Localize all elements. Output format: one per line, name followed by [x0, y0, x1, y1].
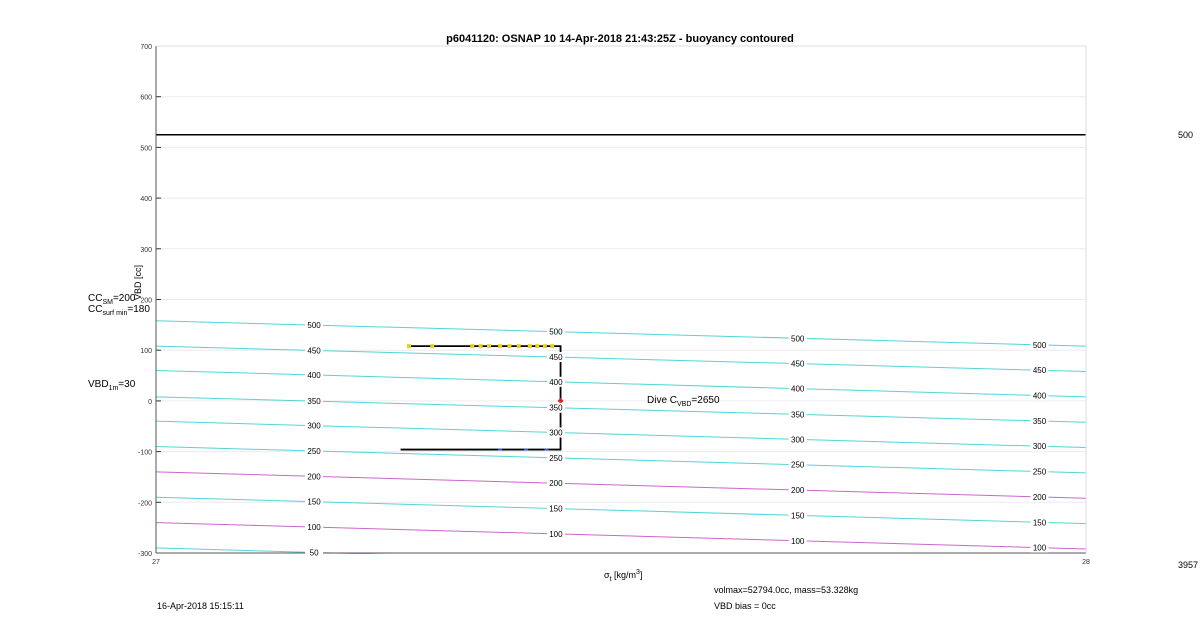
y-tick-label: 300 — [140, 246, 152, 254]
contour-label: 350 — [307, 397, 321, 407]
y-tick-label: 400 — [140, 196, 152, 204]
contour-label: 450 — [549, 353, 563, 363]
contour-label: 350 — [1032, 416, 1047, 426]
contour-line-250 — [156, 447, 1086, 473]
x-axis-label-sup: 3 — [636, 569, 640, 576]
axes — [138, 44, 1090, 566]
contour-label: 300 — [549, 428, 563, 438]
contour-label: 500 — [1032, 340, 1047, 350]
contour-label: 450 — [1032, 366, 1047, 376]
yellow-data-point — [479, 344, 483, 348]
buoyancy-contours — [156, 321, 1086, 575]
contour-label: 450 — [791, 359, 805, 369]
yellow-data-point — [535, 344, 539, 348]
y-tick-label: 600 — [140, 94, 152, 102]
contour-label: 150 — [791, 511, 805, 521]
contour-label: 500 — [307, 321, 321, 331]
contour-label: 100 — [1032, 543, 1047, 553]
contour-label: 200 — [307, 472, 321, 482]
contour-label: 200 — [1032, 492, 1047, 502]
contour-label: 400 — [307, 370, 321, 380]
y-tick-label: 100 — [140, 348, 152, 356]
vbd-bias-text: VBD bias = 0cc — [714, 601, 776, 611]
chart-title: p6041120: OSNAP 10 14-Apr-2018 21:43:25Z - buoyancy contoured — [446, 33, 794, 45]
contour-label: 300 — [307, 421, 321, 431]
y-tick-label: 700 — [140, 44, 152, 51]
contour-line-150 — [156, 497, 1086, 523]
yellow-data-point — [430, 344, 434, 348]
y-tick-label: -100 — [137, 449, 152, 457]
x-axis-label-end: ] — [639, 570, 643, 580]
contour-label: 350 — [549, 403, 563, 413]
x-tick-label: 27 — [152, 559, 160, 566]
contour-label: 250 — [1032, 467, 1047, 477]
yellow-data-point — [528, 344, 532, 348]
contour-line-100 — [156, 523, 1086, 549]
contour-label: 300 — [791, 435, 805, 445]
right-top-label: 500 — [1178, 130, 1194, 140]
yellow-data-point — [470, 344, 474, 348]
contour-line-500 — [156, 321, 1086, 346]
contour-label: 50 — [309, 548, 319, 558]
contour-label: 150 — [549, 504, 563, 514]
yellow-data-point — [407, 344, 411, 348]
dive-c-vbd-annotation: Dive $C_{VBD}=2650$ — [647, 395, 720, 408]
right-bottom-label: 3957 — [1178, 560, 1199, 570]
grid-lines — [156, 46, 1086, 553]
yellow-data-point — [487, 344, 491, 348]
vbd-1m-annotation: $VBD_{1m}=30$ — [88, 379, 136, 392]
y-tick-label: -300 — [137, 551, 152, 558]
contour-label: 500 — [791, 334, 805, 344]
contour-label: 400 — [791, 384, 805, 394]
contour-line-200 — [156, 472, 1086, 498]
x-axis-label-sub: t — [609, 575, 612, 583]
dive-path — [401, 344, 564, 450]
contour-label: 150 — [1032, 518, 1047, 528]
x-axis-label-units: [kg/m — [611, 570, 637, 580]
contour-line-400 — [156, 370, 1086, 396]
y-tick-label: -200 — [137, 500, 152, 508]
cc-sm-annotation: $CC_{SM}=200$ — [88, 293, 136, 306]
yellow-data-point — [507, 344, 511, 348]
contour-label: 100 — [791, 536, 805, 546]
y-axis-label: VBD [cc] — [133, 264, 143, 300]
yellow-data-point — [550, 344, 554, 348]
cc-surf-min-annotation: $CC_{surf min}=180$ — [88, 304, 150, 317]
contour-labels — [305, 320, 1048, 557]
contour-label: 400 — [549, 377, 563, 387]
x-axis-label — [604, 569, 642, 583]
contour-label: 300 — [1032, 442, 1047, 452]
y-tick-label: 0 — [148, 398, 152, 406]
blue-data-point — [545, 449, 549, 451]
yellow-data-point — [543, 344, 547, 348]
contour-label: 150 — [307, 497, 321, 507]
blue-data-point — [498, 449, 502, 451]
contour-label: 250 — [307, 447, 321, 457]
volmax-mass-text: volmax=52794.0cc, mass=53.328kg — [714, 585, 859, 595]
yellow-data-point — [517, 344, 521, 348]
contour-label: 250 — [791, 460, 805, 470]
yellow-data-point — [498, 344, 502, 348]
date-stamp: 16-Apr-2018 15:15:11 — [157, 601, 244, 611]
contour-label: 450 — [307, 346, 321, 356]
contour-label: 100 — [307, 523, 321, 533]
x-axis-label-main: σ — [604, 570, 610, 580]
contour-line-300 — [156, 421, 1086, 447]
contour-label: 350 — [791, 410, 805, 420]
dive-path-line — [401, 346, 561, 449]
contour-label: 500 — [549, 327, 563, 337]
y-tick-label: 200 — [140, 297, 152, 305]
contour-label: 400 — [1032, 391, 1047, 401]
contour-label: 250 — [549, 453, 563, 463]
contour-label: 200 — [791, 486, 805, 496]
x-tick-label: 28 — [1082, 559, 1090, 566]
y-tick-label: 500 — [140, 145, 152, 153]
contour-label: 200 — [549, 479, 563, 489]
blue-data-point — [524, 449, 528, 451]
contour-label: 100 — [549, 529, 563, 539]
